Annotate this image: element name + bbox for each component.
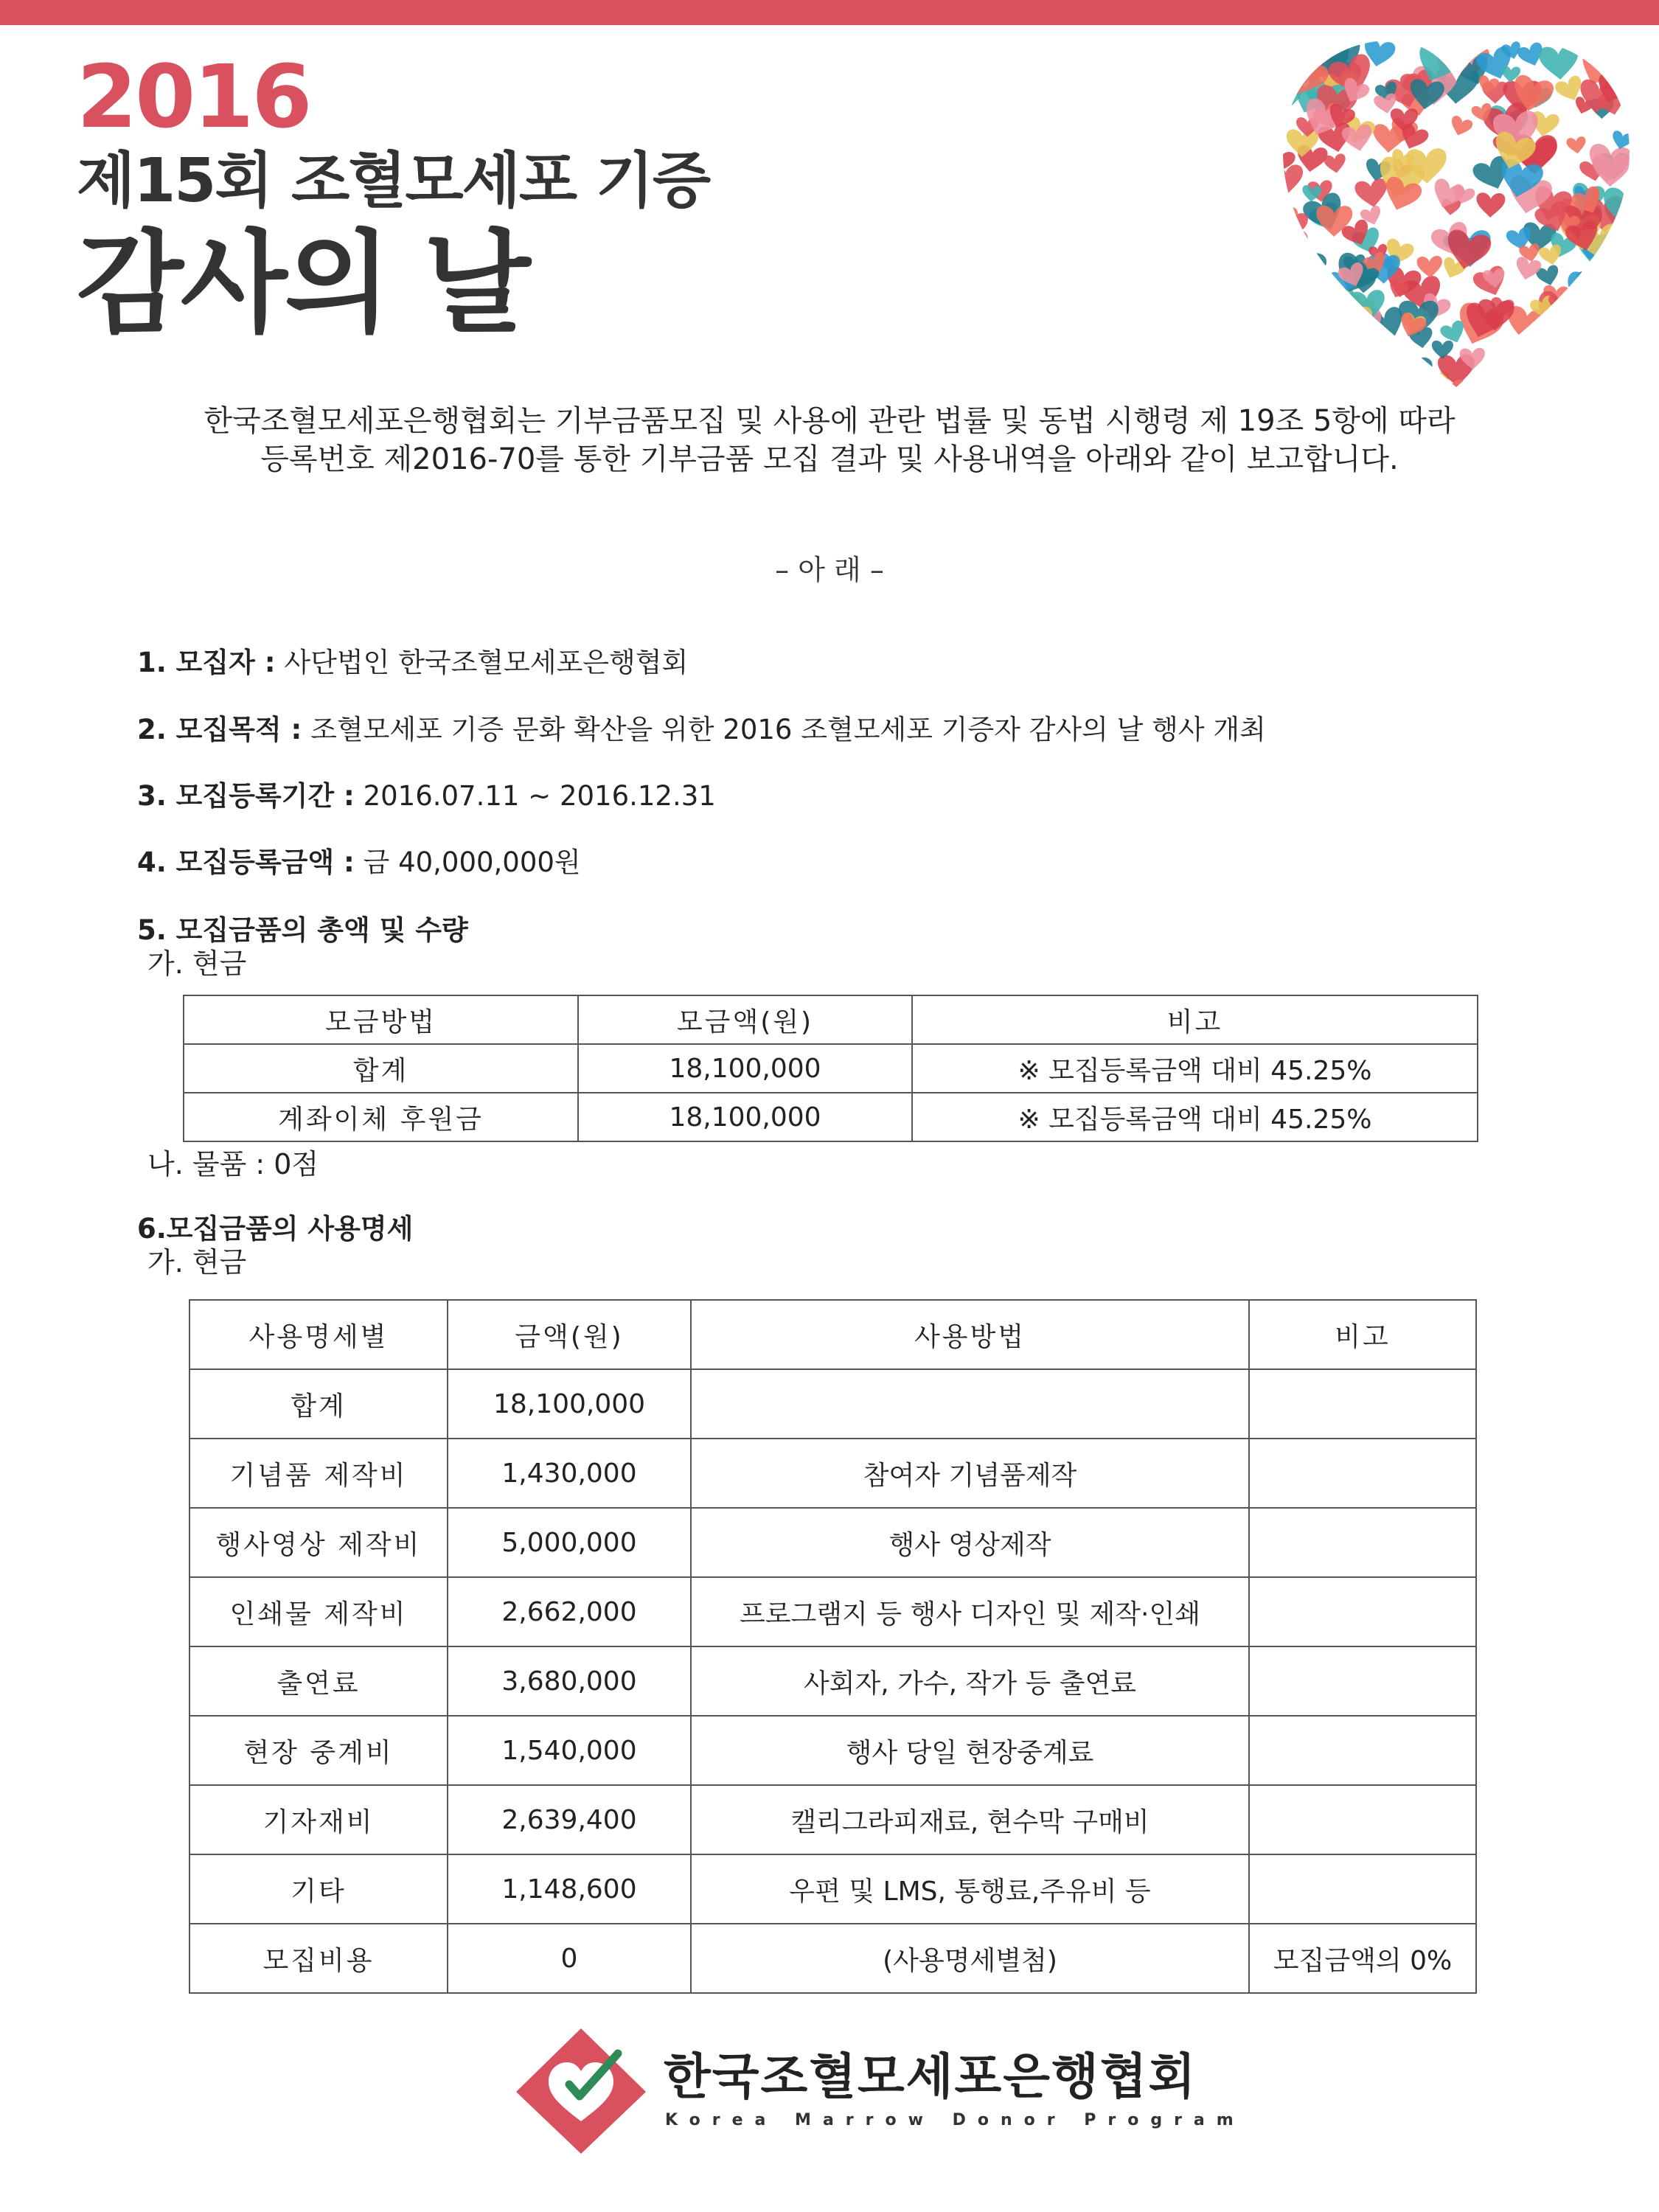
- small-heart-icon: [1382, 355, 1409, 380]
- small-heart-icon: [1302, 285, 1345, 325]
- small-heart-icon: [1283, 220, 1310, 266]
- header-title: 감사의 날: [77, 220, 528, 348]
- header-year: 2016: [77, 46, 310, 147]
- table-row: [189, 1439, 1476, 1508]
- small-heart-icon: [1370, 364, 1412, 387]
- table-cell: 출연료: [189, 1646, 448, 1716]
- small-heart-icon: [1284, 303, 1321, 337]
- table-row: [189, 1716, 1476, 1785]
- intro-paragraph: [133, 402, 1526, 479]
- small-heart-icon: [1620, 44, 1630, 64]
- item-period: [137, 782, 716, 810]
- table-cell: [1249, 1369, 1476, 1439]
- table-row: [189, 1508, 1476, 1577]
- table-cell: 참여자 기념품제작: [691, 1439, 1249, 1508]
- usage-detail-table: [189, 1299, 1477, 1994]
- table-cell: 3,680,000: [448, 1646, 691, 1716]
- small-heart-icon: [1324, 153, 1348, 175]
- table-cell: [691, 1369, 1249, 1439]
- small-heart-icon: [1566, 136, 1587, 155]
- small-heart-icon: [1283, 164, 1304, 195]
- small-heart-icon: [1612, 267, 1630, 290]
- table-cell: ※ 모집등록금액 대비 45.25%: [912, 1093, 1478, 1141]
- table-cell: 기념품 제작비: [189, 1439, 448, 1508]
- table-cell: 1,148,600: [448, 1854, 691, 1924]
- small-heart-icon: [1514, 356, 1554, 387]
- small-heart-icon: [1513, 256, 1543, 282]
- table-row: [189, 1924, 1476, 1993]
- small-heart-icon: [1560, 269, 1607, 313]
- small-heart-icon: [1287, 297, 1319, 325]
- small-heart-icon: [1534, 376, 1569, 387]
- table-cell: 1,540,000: [448, 1716, 691, 1785]
- small-heart-icon: [1503, 356, 1528, 379]
- small-heart-icon: [1283, 242, 1329, 291]
- top-accent-bar: [0, 0, 1659, 25]
- table-row: [189, 1577, 1476, 1646]
- heart-mosaic-group: [1283, 41, 1630, 387]
- table-cell: 18,100,000: [578, 1044, 912, 1093]
- table-cell: [1249, 1439, 1476, 1508]
- intro-line-2: 등록번호 제2016-70를 통한 기부금품 모집 결과 및 사용내역을 아래와 같이 보고합니다.: [260, 442, 1399, 476]
- item-amount: [137, 846, 581, 878]
- small-heart-icon: [1551, 295, 1593, 334]
- small-heart-icon: [1538, 44, 1580, 81]
- item-value: 조혈모세포 기증 문화 확산을 위한 2016 조혈모세포 기증자 감사의 날 행사 개최: [302, 714, 1266, 745]
- item-label: 2. 모집목적 :: [137, 714, 302, 745]
- small-heart-icon: [1283, 206, 1298, 232]
- small-heart-icon: [1363, 369, 1399, 387]
- small-heart-icon: [1551, 298, 1590, 333]
- section5-goods-label: 나. 물품 : 0점: [147, 1148, 319, 1180]
- section5-title: 5. 모집금품의 총액 및 수량: [137, 914, 468, 946]
- table-cell: 사회자, 가수, 작가 등 출연료: [691, 1646, 1249, 1716]
- table-cell: 행사영상 제작비: [189, 1508, 448, 1577]
- table-cell: 0: [448, 1924, 691, 1993]
- table-header-cell: 비고: [912, 995, 1478, 1044]
- table-row: [189, 1646, 1476, 1716]
- small-heart-icon: [1366, 364, 1414, 387]
- table-cell: 프로그램지 등 행사 디자인 및 제작·인쇄: [691, 1577, 1249, 1646]
- heart-mosaic-icon: [1283, 41, 1630, 387]
- table-header-cell: 모금방법: [184, 995, 578, 1044]
- item-purpose: [137, 716, 1266, 743]
- table-cell: [1249, 1716, 1476, 1785]
- small-heart-icon: [1590, 358, 1630, 387]
- header-subtitle: 제15회 조혈모세포 기증: [77, 146, 710, 216]
- small-heart-icon: [1537, 356, 1562, 379]
- organization-logo: [507, 2024, 1245, 2157]
- table-cell: 인쇄물 제작비: [189, 1577, 448, 1646]
- table-header-cell: 모금액(원): [578, 995, 912, 1044]
- table-row: [184, 1093, 1478, 1141]
- small-heart-icon: [1493, 365, 1516, 386]
- item-collector: [137, 649, 688, 676]
- table-cell: [1249, 1577, 1476, 1646]
- small-heart-icon: [1598, 296, 1630, 339]
- table-cell: 18,100,000: [448, 1369, 691, 1439]
- logo-name-english: Korea Marrow Donor Program: [665, 2111, 1245, 2129]
- small-heart-icon: [1318, 375, 1343, 387]
- table-cell: 캘리그라피재료, 현수막 구매비: [691, 1785, 1249, 1854]
- table-cell: ※ 모집등록금액 대비 45.25%: [912, 1044, 1478, 1093]
- table-cell: 합계: [189, 1369, 448, 1439]
- item-value: 사단법인 한국조혈모세포은행협회: [275, 647, 689, 678]
- table-cell: 18,100,000: [578, 1093, 912, 1141]
- table-cell: 기타: [189, 1854, 448, 1924]
- table-cell: 우편 및 LMS, 통행료,주유비 등: [691, 1854, 1249, 1924]
- table-cell: [1249, 1854, 1476, 1924]
- logo-emblem-icon: [507, 2024, 655, 2157]
- small-heart-icon: [1591, 305, 1621, 330]
- separator-heading: – 아 래 –: [775, 554, 884, 586]
- table-header-row: [189, 1300, 1476, 1369]
- table-cell: 행사 당일 현장중계료: [691, 1716, 1249, 1785]
- item-label: 4. 모집등록금액 :: [137, 846, 355, 878]
- small-heart-icon: [1597, 313, 1630, 348]
- section6-title: 6.모집금품의 사용명세: [137, 1213, 414, 1245]
- donation-total-table: [183, 995, 1478, 1142]
- intro-line-1: 한국조혈모세포은행협회는 기부금품모집 및 사용에 관란 법률 및 동법 시행령 제 19조 5항에 따라: [204, 404, 1455, 438]
- table-row: [189, 1369, 1476, 1439]
- small-heart-icon: [1550, 344, 1597, 386]
- table-cell: [1249, 1785, 1476, 1854]
- table-header-cell: 사용명세별: [189, 1300, 448, 1369]
- small-heart-icon: [1565, 322, 1599, 353]
- table-cell: 모집비용: [189, 1924, 448, 1993]
- small-heart-icon: [1352, 324, 1381, 351]
- small-heart-icon: [1329, 330, 1360, 357]
- section6-cash-label: 가. 현금: [147, 1246, 247, 1279]
- small-heart-icon: [1305, 311, 1354, 355]
- small-heart-icon: [1610, 254, 1630, 280]
- item-label: 3. 모집등록기간 :: [137, 780, 355, 812]
- small-heart-icon: [1336, 307, 1372, 338]
- table-header-cell: 사용방법: [691, 1300, 1249, 1369]
- table-cell: [1249, 1646, 1476, 1716]
- item-value: 금 40,000,000원: [354, 846, 581, 878]
- small-heart-icon: [1601, 43, 1630, 69]
- table-cell: (사용명세별첨): [691, 1924, 1249, 1993]
- table-row: [184, 1044, 1478, 1093]
- small-heart-icon: [1283, 86, 1301, 109]
- table-cell: 합계: [184, 1044, 578, 1093]
- table-cell: 현장 중계비: [189, 1716, 448, 1785]
- small-heart-icon: [1610, 41, 1630, 62]
- table-cell: 5,000,000: [448, 1508, 691, 1577]
- table-cell: 계좌이체 후원금: [184, 1093, 578, 1141]
- small-heart-icon: [1354, 178, 1390, 209]
- item-label: 1. 모집자 :: [137, 647, 276, 678]
- small-heart-icon: [1318, 296, 1354, 329]
- small-heart-icon: [1476, 192, 1506, 218]
- small-heart-icon: [1579, 290, 1601, 309]
- table-cell: 모집금액의 0%: [1249, 1924, 1476, 1993]
- table-header-row: [184, 995, 1478, 1044]
- small-heart-icon: [1596, 312, 1630, 358]
- section5-cash-label: 가. 현금: [147, 947, 247, 980]
- table-row: [189, 1854, 1476, 1924]
- table-cell: 기자재비: [189, 1785, 448, 1854]
- small-heart-icon: [1448, 114, 1474, 139]
- small-heart-icon: [1502, 360, 1529, 385]
- table-cell: 2,639,400: [448, 1785, 691, 1854]
- small-heart-icon: [1545, 384, 1567, 387]
- table-cell: [1249, 1508, 1476, 1577]
- small-heart-icon: [1343, 306, 1387, 347]
- table-cell: 1,430,000: [448, 1439, 691, 1508]
- table-header-cell: 비고: [1249, 1300, 1476, 1369]
- table-cell: 행사 영상제작: [691, 1508, 1249, 1577]
- logo-name-korean: 한국조혈모세포은행협회: [664, 2048, 1197, 2105]
- small-heart-icon: [1512, 372, 1551, 387]
- small-heart-icon: [1283, 212, 1308, 240]
- small-heart-icon: [1389, 349, 1434, 387]
- table-cell: 2,662,000: [448, 1577, 691, 1646]
- small-heart-icon: [1295, 309, 1342, 349]
- item-value: 2016.07.11 ~ 2016.12.31: [354, 780, 716, 812]
- small-heart-icon: [1587, 318, 1607, 336]
- table-row: [189, 1785, 1476, 1854]
- table-header-cell: 금액(원): [448, 1300, 691, 1369]
